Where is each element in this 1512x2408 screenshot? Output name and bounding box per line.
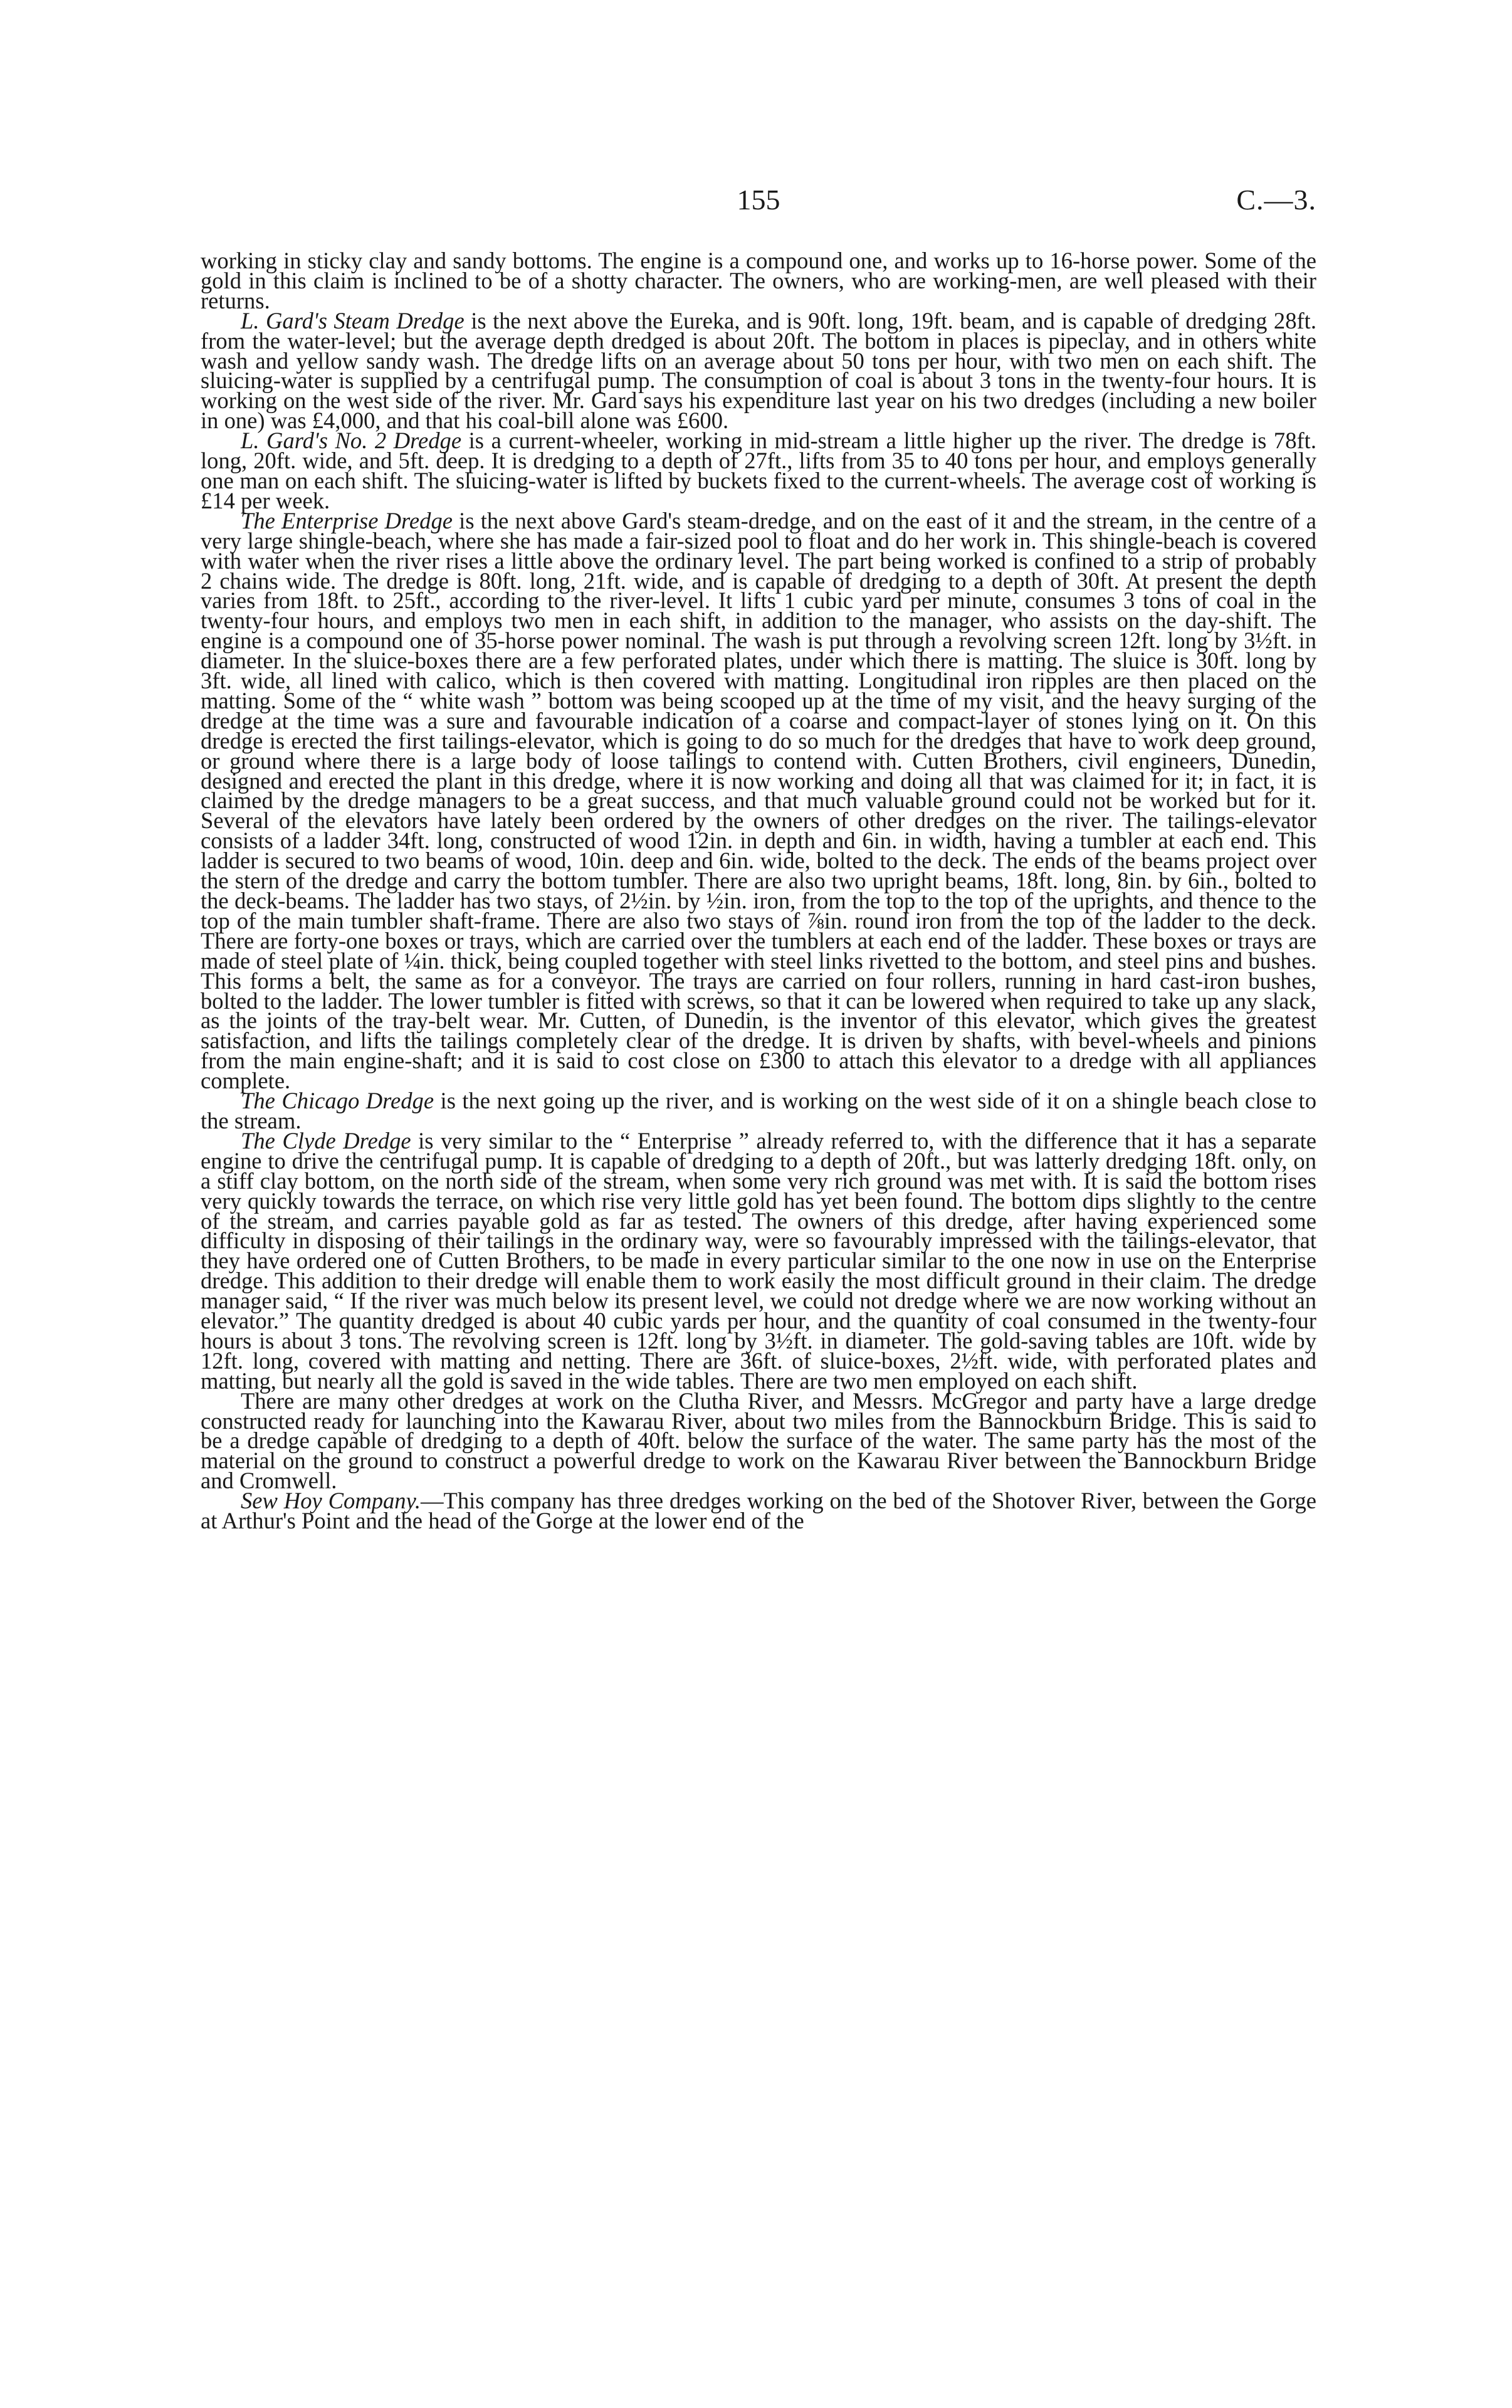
section-reference: C.—3. xyxy=(1236,184,1316,216)
paragraph-sew-hoy-company xyxy=(201,1488,1316,1534)
paragraph-text: There are many other dredges at work on the Clutha River, and Messrs. McGregor and party have a large dredge constructed ready for launching into the Kawarau River, about two miles from the Bannockburn Bridge. This is said to be a dredge capable of dredging to a depth of 40ft. below the surface of the water. The same party has the most of the material on the ground to construct a powerful dredge to work on the Kawarau River between the Bannockburn Bridge and Cromwell. xyxy=(201,1387,1316,1494)
paragraph-text: is a current-wheeler, working in mid-stream a little higher up the river. The dredge is 78ft. long, 20ft. wide, and 5ft. deep. It is dredging to a depth of 27ft., lifts from 35 to 40 tons per hour, and employs generally one man on each shift. The sluicing-water is lifted by buckets fixed to the current-wheels. The average cost of working is £14 per week. xyxy=(201,428,1316,513)
body-text xyxy=(201,248,1317,1534)
paragraph-lead: The Enterprise Dredge xyxy=(241,507,453,534)
paragraph-text: —This company has three dredges working on the bed of the Shotover River, between the Gorge at Arthur's Point and the head of the Gorge at the lower end of the xyxy=(201,1488,1316,1534)
paragraph-chicago-dredge xyxy=(201,1088,1316,1133)
paragraph-lead: L. Gard's No. 2 Dredge xyxy=(241,428,462,454)
paragraph-lead: The Chicago Dredge xyxy=(241,1088,434,1114)
paragraph-continuation xyxy=(201,248,1316,313)
paragraph-gard-steam-dredge xyxy=(201,307,1316,434)
paragraph-text: is very similar to the “ Enterprise ” already referred to, with the difference that it has a separate engine to drive the centrifugal pump. It is capable of dredging to a depth of 20ft., but was latterly dredging 18ft. only, on a stiff clay bottom, on the north side of the stream, when some very rich ground was met with. It is said the bottom rises very quickly towards the terrace, on which rise very little gold has yet been found. The bottom dips slightly to the centre of the stream, and carries payable gold as far as tested. The owners of this dredge, after having experienced some difficulty in disposing of their tailings in the ordinary way, were so favourably impressed with the tailings-elevator, that they have ordered one of Cutten Brothers, to be made in every particular similar to the one now in use on the Enterprise dredge. This addition to their dredge will enable them to work easily the most difficult ground in their claim. The dredge manager said, “ If the river was much below its present level, we could not dredge where we are now working without an elevator.” The quantity dredged is about 40 cubic yards per hour, and the quantity of coal consumed in the twenty-four hours is about 3 tons. The revolving screen is 12ft. long by 3½ft. in diameter. The gold-saving tables are 10ft. wide by 12ft. long, covered with matting and netting. There are 36ft. of sluice-boxes, 2½ft. wide, with perforated plates and matting, but nearly all the gold is saved in the wide tables. There are two men employed on each shift. xyxy=(201,1127,1316,1394)
paragraph-text: working in sticky clay and sandy bottoms. The engine is a compound one, and works up to 16-horse power. Some of the gold in this claim is inclined to be of a shotty character. The owners, who are working-men, are well pleased with their returns. xyxy=(201,248,1316,313)
paragraph-other-dredges xyxy=(201,1387,1316,1494)
paragraph-clyde-dredge xyxy=(201,1127,1316,1394)
paragraph-lead: L. Gard's Steam Dredge xyxy=(241,307,465,334)
page-header xyxy=(201,183,1316,227)
paragraph-enterprise-dredge xyxy=(201,507,1317,1094)
paragraph-text: is the next above the Eureka, and is 90ft. long, 19ft. beam, and is capable of dredging 28ft. from the water-level; but the average depth dredged is about 20ft. The bottom in places is pipeclay, and in others white wash and yellow sandy wash. The dredge lifts on an average about 50 tons per hour, with two men on each shift. The sluicing-water is supplied by a centrifugal pump. The consumption of coal is about 3 tons in the twenty-four hours. It is working on the west side of the river. Mr. Gard says his expenditure last year on his two dredges (including a new boiler in one) was £4,000, and that his coal-bill alone was £600. xyxy=(201,307,1316,434)
paragraph-lead: Sew Hoy Company. xyxy=(241,1488,421,1514)
paragraph-text: is the next above Gard's steam-dredge, and on the east of it and the stream, in the centre of a very large shingle-beach, where she has made a fair-sized pool to float and do her work in. This shingle-beach is covered with water when the river rises a little above the ordinary level. The part being worked is confined to a strip of probably 2 chains wide. The dredge is 80ft. long, 21ft. wide, and is capable of dredging to a depth of 30ft. At present the depth varies from 18ft. to 25ft., according to the river-level. It lifts 1 cubic yard per minute, consumes 3 tons of coal in the twenty-four hours, and employs two men in each shift, in addition to the manager, who assists on the day-shift. The engine is a compound one of 35-horse power nominal. The wash is put through a revolving screen 12ft. long by 3½ft. in diameter. In the sluice-boxes there are a few perforated plates, under which there is matting. The sluice is 30ft. long by 3ft. wide, all lined with calico, which is then covered with matting. Longitudinal iron ripples are then placed on the matting. Some of the “ white wash ” bottom was being scooped up at the time of my visit, and the heavy surging of the dredge at the time was a sure and favourable indication of a coarse and compact-layer of stones lying on it. On this dredge is erected the first tailings-elevator, which is going to do so much for the dredges that have to work deep ground, or ground where there is a large body of loose tailings to contend with. Cutten Brothers, civil engineers, Dunedin, designed and erected the plant in this dredge, where it is now working and doing all that was claimed for it; in fact, it is claimed by the dredge managers to be a great success, and that much valuable ground could not be worked but for it. Several of the elevators have lately been ordered by the owners of other dredges on the river. The tailings-elevator consists of a ladder 34ft. long, constructed of wood 12in. in depth and 6in. in width, having a tumbler at each end. This ladder is secured to two beams of wood, 10in. deep and 6in. wide, bolted to the deck. The ends of the beams project over the stern of the dredge and carry the bottom tumbler. There are also two upright beams, 18ft. long, 8in. by 6in., bolted to the deck-beams. The ladder has two stays, of 2½in. by ½in. iron, from the top to the top of the uprights, and thence to the top of the main tumbler shaft-frame. There are also two stays of ⅞in. round iron from the top of the ladder to the deck. There are forty-one boxes or trays, which are carried over the tumblers at each end of the ladder. These boxes or trays are made of steel plate of ¼in. thick, being coupled together with steel links rivetted to the bottom, and steel pins and bushes. This forms a belt, the same as for a conveyor. The trays are carried on four rollers, running in hard cast-iron bushes, bolted to the ladder. The lower tumbler is fitted with screws, so that it can be lowered when required to take up any slack, as the joints of the tray-belt wear. Mr. Cutten, of Dunedin, is the inventor of this elevator, which gives the greatest satisfaction, and lifts the tailings completely clear of the dredge. It is driven by shafts, with bevel-wheels and pinions from the main engine-shaft; and it is said to cost close on £300 to attach this elevator to a dredge with all appliances complete. xyxy=(201,507,1317,1094)
paragraph-gard-no2-dredge xyxy=(201,428,1316,513)
page-number: 155 xyxy=(737,184,780,216)
paragraph-text: is the next going up the river, and is working on the west side of it on a shingle beach close to the stream. xyxy=(201,1088,1316,1133)
paragraph-lead: The Clyde Dredge xyxy=(241,1127,411,1154)
